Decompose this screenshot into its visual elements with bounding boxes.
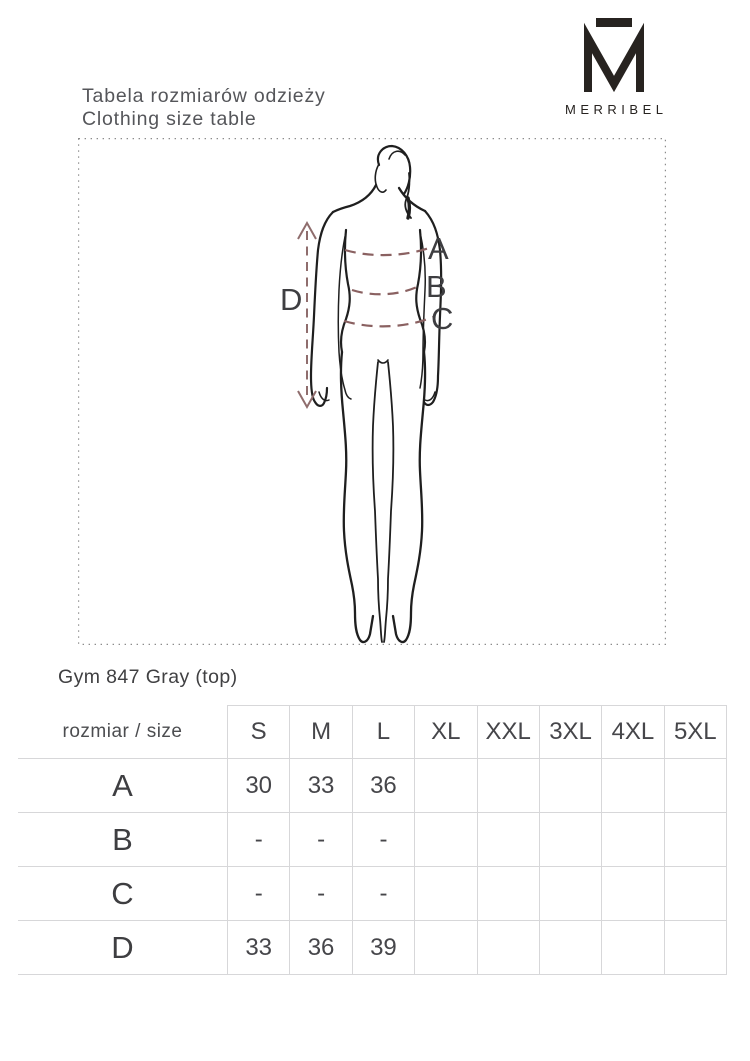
size-cell (539, 921, 601, 975)
size-cell: - (228, 867, 290, 921)
size-cell (477, 813, 539, 867)
corner-label: rozmiar / size (18, 706, 228, 759)
size-cell: - (290, 813, 352, 867)
size-cell (415, 759, 477, 813)
size-cell (602, 813, 664, 867)
column-header-l: L (352, 706, 414, 759)
size-table-body (18, 759, 727, 975)
column-header-xl: XL (415, 706, 477, 759)
size-cell (477, 921, 539, 975)
length-label: D (280, 282, 303, 317)
table-row (18, 867, 727, 921)
column-header-s: S (228, 706, 290, 759)
row-label: A (18, 759, 228, 813)
column-header-m: M (290, 706, 352, 759)
logo-m-letter (588, 38, 640, 92)
logo-bar (596, 18, 632, 27)
size-cell: 39 (352, 921, 414, 975)
column-header-4xl: 4XL (602, 706, 664, 759)
waist-measure-line (352, 287, 417, 294)
size-cell (539, 867, 601, 921)
column-header-5xl: 5XL (664, 706, 726, 759)
size-cell: 33 (290, 759, 352, 813)
size-table-header-row (18, 706, 727, 759)
size-cell (539, 813, 601, 867)
waist-label: B (426, 269, 447, 304)
brand-logo (534, 16, 694, 117)
size-cell (602, 759, 664, 813)
size-cell (477, 759, 539, 813)
size-table (18, 705, 727, 975)
column-header-3xl: 3XL (539, 706, 601, 759)
title-english: Clothing size table (82, 108, 257, 130)
bust-measure-line (345, 248, 429, 255)
size-cell: 30 (228, 759, 290, 813)
size-cell: 36 (290, 921, 352, 975)
table-row (18, 813, 727, 867)
title-polish: Tabela rozmiarów odzieży (82, 85, 326, 107)
column-header-xxl: XXL (477, 706, 539, 759)
size-cell: - (228, 813, 290, 867)
size-cell (539, 759, 601, 813)
size-cell: 33 (228, 921, 290, 975)
size-cell: - (352, 867, 414, 921)
dotted-frame (79, 139, 666, 645)
size-cell (415, 813, 477, 867)
table-row (18, 759, 727, 813)
size-cell (602, 921, 664, 975)
size-cell: 36 (352, 759, 414, 813)
page-title-block (82, 85, 326, 131)
size-cell (664, 921, 726, 975)
size-cell (664, 867, 726, 921)
size-cell (415, 921, 477, 975)
size-cell (664, 759, 726, 813)
table-row (18, 921, 727, 975)
row-label: C (18, 867, 228, 921)
merribel-monogram-icon (583, 16, 645, 96)
size-cell (602, 867, 664, 921)
row-label: D (18, 921, 228, 975)
bust-label: A (428, 231, 449, 266)
size-cell (415, 867, 477, 921)
size-cell: - (352, 813, 414, 867)
product-name: Gym 847 Gray (top) (58, 666, 238, 688)
row-label: B (18, 813, 228, 867)
size-cell: - (290, 867, 352, 921)
size-cell (477, 867, 539, 921)
hip-label: C (431, 301, 454, 336)
size-cell (664, 813, 726, 867)
measurement-diagram (78, 138, 666, 645)
figure-outline (311, 146, 441, 642)
brand-name: MERRIBEL (565, 102, 668, 117)
